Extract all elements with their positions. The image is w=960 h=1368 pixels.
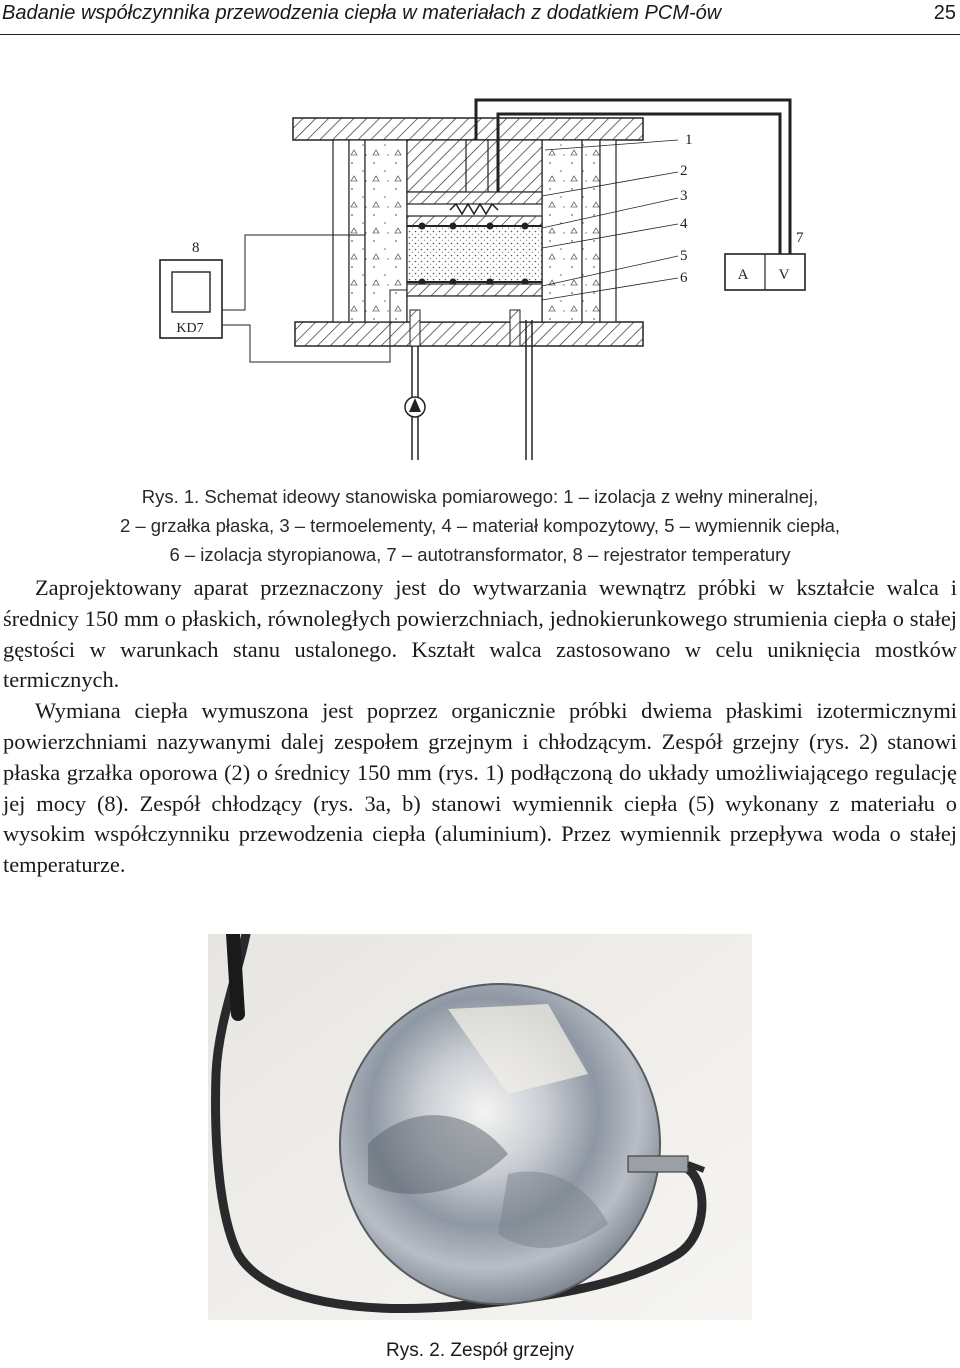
- page-header: [0, 0, 960, 35]
- running-title: Badanie współczynnika przewodzenia ciepła w materiałach z dodatkiem PCM-ów: [2, 2, 722, 24]
- body-text: [3, 573, 957, 881]
- voltmeter-label: V: [778, 267, 790, 283]
- label-1: 1: [685, 132, 693, 148]
- label-6: 6: [680, 270, 688, 286]
- figure2-caption: Rys. 2. Zespół grzejny: [386, 1340, 574, 1361]
- caption-line: 6 – izolacja styropianowa, 7 – autotransformator, 8 – rejestrator temperatury: [169, 544, 791, 565]
- ammeter-label: A: [737, 267, 749, 283]
- caption-line: 2 – grzałka płaska, 3 – termoelementy, 4 – materiał kompozytowy, 5 – wymiennik ciepła,: [119, 515, 841, 536]
- label-2: 2: [680, 163, 688, 179]
- measurement-stand-schematic: [150, 80, 830, 480]
- recorder-label: KD7: [176, 321, 204, 336]
- label-3: 3: [680, 188, 688, 204]
- label-5: 5: [680, 248, 688, 264]
- paragraph: Wymiana ciepła wymuszona jest poprzez organicznie próbki dwiema płaskimi izotermicznymi powierzchniami nazywanymi dalej zespołem grzejnym i chłodzącym. Zespół grzejny (rys. 2) stanowi płaska grzałka oporowa (2) o średnicy 150 mm (rys. 1) podłączoną do układy umożliwiającego regulację jej mocy (8). Zespół chłodzący (rys. 3a, b) stanowi wymiennik ciepła (5) wykonany z materiału o wysokim współczynniku przewodzenia ciepła (aluminium). Przez wymiennik przepływa woda o stałej temperaturze.: [3, 698, 957, 878]
- page-number: 25: [933, 2, 956, 24]
- label-7: 7: [796, 230, 804, 246]
- label-4: 4: [680, 216, 688, 232]
- label-8: 8: [192, 240, 200, 256]
- caption-line: Rys. 1. Schemat ideowy stanowiska pomiarowego: 1 – izolacja z wełny mineralnej,: [141, 486, 819, 507]
- heater-photo: [208, 934, 752, 1320]
- paragraph: Zaprojektowany aparat przeznaczony jest do wytwarzania wewnątrz próbki w kształcie walca i średnicy 150 mm o płaskich, równoległych powierzchniach, jednokierunkowego strumienia ciepła o stałej gęstości w warunkach stanu ustalonego. Kształt walca zastosowano w celu uniknięcia mostków termicznych.: [3, 575, 957, 693]
- figure1-caption: [40, 482, 920, 569]
